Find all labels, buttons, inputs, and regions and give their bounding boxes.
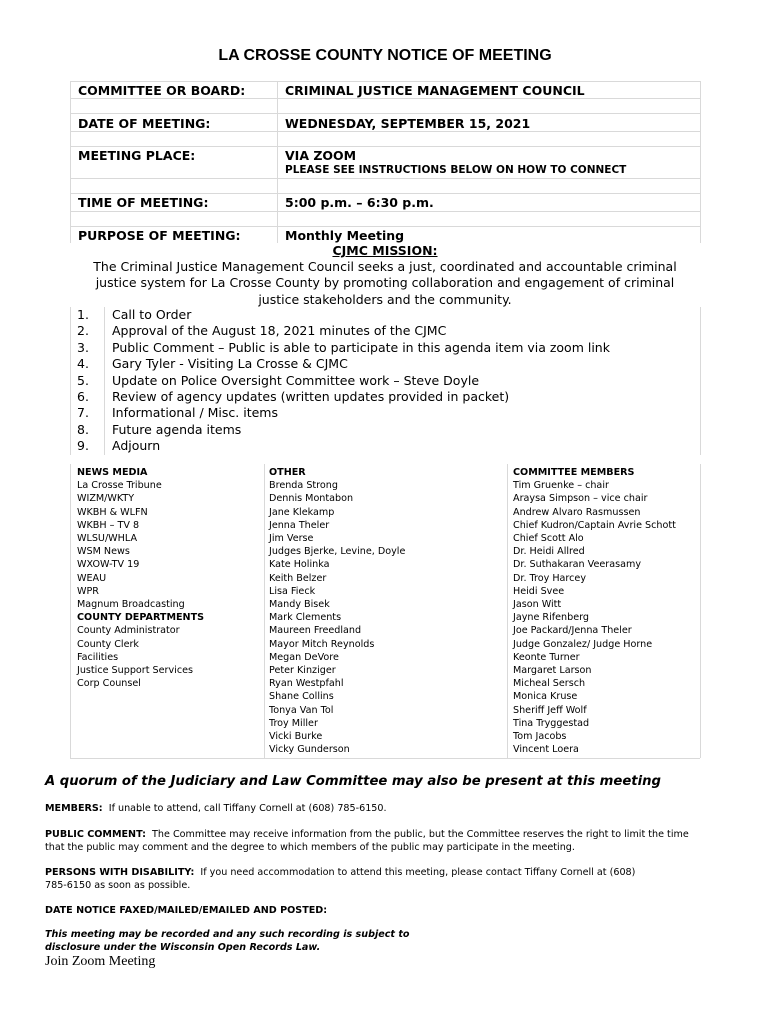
agenda-item [70, 405, 700, 421]
agenda-number: 4. [77, 356, 89, 372]
date-value: WEDNESDAY, SEPTEMBER 15, 2021 [285, 116, 531, 131]
agenda-item [70, 438, 700, 454]
committee-member-item: Dr. Heidi Allred [513, 546, 585, 558]
other-recipient-item: Peter Kinziger [269, 665, 336, 677]
agenda-item [70, 422, 700, 438]
agenda-text: Informational / Misc. items [112, 405, 278, 421]
other-recipient-item: Vicky Gunderson [269, 744, 350, 756]
agenda-number: 1. [77, 307, 89, 322]
posted-label: DATE NOTICE FAXED/MAILED/EMAILED AND POSTED: [45, 905, 328, 916]
other-recipient-item: Shane Collins [269, 691, 334, 703]
disability-label: PERSONS WITH DISABILITY: [45, 867, 195, 878]
table-rule [70, 226, 700, 227]
agenda-item [70, 389, 700, 405]
public-comment-note [45, 828, 710, 854]
committee-member-item: Keonte Turner [513, 651, 580, 663]
committee-member-item: Dr. Troy Harcey [513, 572, 587, 584]
table-rule [700, 81, 701, 243]
page-title: LA CROSSE COUNTY NOTICE OF MEETING [218, 47, 552, 64]
news-media-item: La Crosse Tribune [77, 480, 162, 492]
members-note-label: MEMBERS: [45, 803, 103, 814]
committee-member-item: Micheal Sersch [513, 678, 586, 690]
news-media-item: WLSU/WHLA [77, 533, 138, 545]
table-rule [700, 464, 701, 758]
purpose-label: PURPOSE OF MEETING: [78, 228, 241, 243]
news-media-item: WKBH & WLFN [77, 506, 148, 518]
other-recipient-item: Tonya Van Tol [269, 704, 334, 716]
committee-member-item: Tom Jacobs [513, 731, 567, 743]
agenda-list [70, 307, 700, 455]
place-label: MEETING PLACE: [78, 148, 196, 163]
agenda-text: Update on Police Oversight Committee work – Steve Doyle [112, 372, 480, 388]
posted-note [45, 904, 710, 917]
committee-member-item: Tim Gruenke – chair [513, 480, 609, 492]
news-media-item: WPR [77, 585, 99, 597]
other-recipient-item: Mark Clements [269, 612, 342, 624]
county-department-item: Justice Support Services [77, 665, 193, 677]
committee-member-item: Sheriff Jeff Wolf [513, 704, 587, 716]
place-value: VIA ZOOM [285, 148, 357, 163]
agenda-number: 7. [77, 405, 89, 421]
committee-member-item: Jayne Rifenberg [513, 612, 589, 624]
committee-label: COMMITTEE OR BOARD: [78, 83, 246, 98]
other-recipient-item: Mayor Mitch Reynolds [269, 638, 375, 650]
other-recipient-item: Megan DeVore [269, 651, 339, 663]
county-department-item: County Clerk [77, 638, 139, 650]
committee-member-item: Vincent Loera [513, 744, 579, 756]
mission-title: CJMC MISSION: [332, 243, 438, 258]
county-department-item: Facilities [77, 651, 119, 663]
agenda-number: 8. [77, 421, 89, 437]
news-media-item: WKBH – TV 8 [77, 519, 140, 531]
agenda-text: Public Comment – Public is able to participate in this agenda item via zoom link [112, 339, 610, 355]
table-rule [70, 98, 700, 99]
agenda-text: Gary Tyler - Visiting La Crosse & CJMC [112, 356, 348, 372]
table-rule [70, 81, 71, 243]
news-media-item: WIZM/WKTY [77, 493, 135, 505]
table-rule [70, 146, 700, 147]
committee-member-item: Heidi Svee [513, 585, 565, 597]
committee-member-item: Tina Tryggestad [513, 717, 590, 729]
committee-value: CRIMINAL JUSTICE MANAGEMENT COUNCIL [285, 83, 585, 98]
other-recipient-item: Dennis Montabon [269, 493, 354, 505]
agenda-item [70, 373, 700, 389]
county-header: COUNTY DEPARTMENTS [77, 612, 205, 624]
table-rule [264, 464, 265, 758]
members-header: COMMITTEE MEMBERS [513, 467, 635, 478]
other-recipient-item: Mandy Bisek [269, 599, 330, 611]
other-recipient-item: Keith Belzer [269, 572, 327, 584]
news-media-column [77, 466, 204, 690]
agenda-number: 5. [77, 372, 89, 388]
county-department-item: County Administrator [77, 625, 180, 637]
mission-text: The Criminal Justice Management Council seeks a just, coordinated and accountable criminal justice system for La Crosse County by promoting collaboration and engagement of criminal justice stakeholders and the community. [93, 259, 677, 307]
news-media-item: WSM News [77, 546, 130, 558]
time-value: 5:00 p.m. – 6:30 p.m. [285, 195, 434, 210]
table-rule [70, 464, 71, 758]
table-rule [70, 131, 700, 132]
table-rule [507, 464, 508, 758]
committee-member-item: Jason Witt [513, 599, 562, 611]
agenda-number: 3. [77, 339, 89, 355]
agenda-text: Adjourn [112, 438, 161, 454]
agenda-item [70, 307, 700, 323]
news-media-item: WXOW-TV 19 [77, 559, 140, 571]
news-media-item: WEAU [77, 572, 107, 584]
agenda-text: Approval of the August 18, 2021 minutes of the CJMC [112, 323, 447, 339]
agenda-number: 2. [77, 323, 89, 339]
committee-member-item: Judge Gonzalez/ Judge Horne [513, 638, 653, 650]
other-header: OTHER [269, 467, 306, 478]
other-recipient-item: Maureen Freedland [269, 625, 362, 637]
committee-member-item: Monica Kruse [513, 691, 578, 703]
committee-member-item: Chief Kudron/Captain Avrie Schott [513, 519, 676, 531]
public-comment-label: PUBLIC COMMENT: [45, 829, 146, 840]
table-rule [70, 178, 700, 179]
other-recipient-item: Judges Bjerke, Levine, Doyle [269, 546, 406, 558]
table-rule [70, 211, 700, 212]
table-rule [700, 307, 701, 455]
disability-note [45, 866, 655, 892]
other-recipient-item: Kate Holinka [269, 559, 330, 571]
other-recipient-item: Jenna Theler [269, 519, 330, 531]
place-note: PLEASE SEE INSTRUCTIONS BELOW ON HOW TO CONNECT [285, 164, 627, 176]
table-rule [277, 81, 278, 243]
table-rule [70, 758, 700, 759]
other-column [269, 466, 405, 756]
committee-member-item: Dr. Suthakaran Veerasamy [513, 559, 642, 571]
zoom-heading: Join Zoom Meeting [45, 954, 156, 969]
members-note-text: If unable to attend, call Tiffany Cornell at (608) 785-6150. [108, 803, 387, 814]
county-department-item: Corp Counsel [77, 678, 141, 690]
agenda-number: 9. [77, 438, 89, 454]
agenda-text: Review of agency updates (written updates provided in packet) [112, 388, 510, 404]
agenda-number: 6. [77, 388, 89, 404]
committee-member-item: Margaret Larson [513, 665, 592, 677]
date-label: DATE OF MEETING: [78, 116, 211, 131]
disability-text: If you need accommodation to attend this meeting, please contact Tiffany Cornell at (608) 785-6150 as soon as possible. [45, 867, 636, 891]
other-recipient-item: Ryan Westpfahl [269, 678, 344, 690]
recording-notice: This meeting may be recorded and any such recording is subject to disclosure under the Wisconsin Open Records Law. [45, 929, 410, 953]
time-label: TIME OF MEETING: [78, 195, 209, 210]
agenda-item [70, 323, 700, 339]
agenda-text: Call to Order [112, 307, 192, 322]
other-recipient-item: Troy Miller [269, 717, 318, 729]
news-media-header: NEWS MEDIA [77, 467, 148, 478]
committee-member-item: Andrew Alvaro Rasmussen [513, 506, 641, 518]
agenda-text: Future agenda items [112, 421, 242, 437]
purpose-value: Monthly Meeting [285, 228, 405, 243]
table-rule [70, 113, 700, 114]
committee-member-item: Joe Packard/Jenna Theler [513, 625, 632, 637]
other-recipient-item: Vicki Burke [269, 731, 323, 743]
table-rule [70, 81, 700, 82]
members-column [513, 466, 676, 756]
members-note [45, 802, 710, 815]
quorum-notice: A quorum of the Judiciary and Law Committee may also be present at this meeting [45, 774, 661, 789]
other-recipient-item: Jane Klekamp [269, 506, 335, 518]
other-recipient-item: Jim Verse [269, 533, 314, 545]
agenda-item [70, 356, 700, 372]
table-rule [70, 193, 700, 194]
agenda-item [70, 340, 700, 356]
other-recipient-item: Brenda Strong [269, 480, 338, 492]
committee-member-item: Chief Scott Alo [513, 533, 584, 545]
public-comment-text: The Committee may receive information from the public, but the Committee reserves the right to limit the time that the public may comment and the degree to which members of the public may participate in the meeting. [45, 829, 689, 853]
committee-member-item: Araysa Simpson – vice chair [513, 493, 648, 505]
other-recipient-item: Lisa Fieck [269, 585, 316, 597]
news-media-item: Magnum Broadcasting [77, 599, 185, 611]
